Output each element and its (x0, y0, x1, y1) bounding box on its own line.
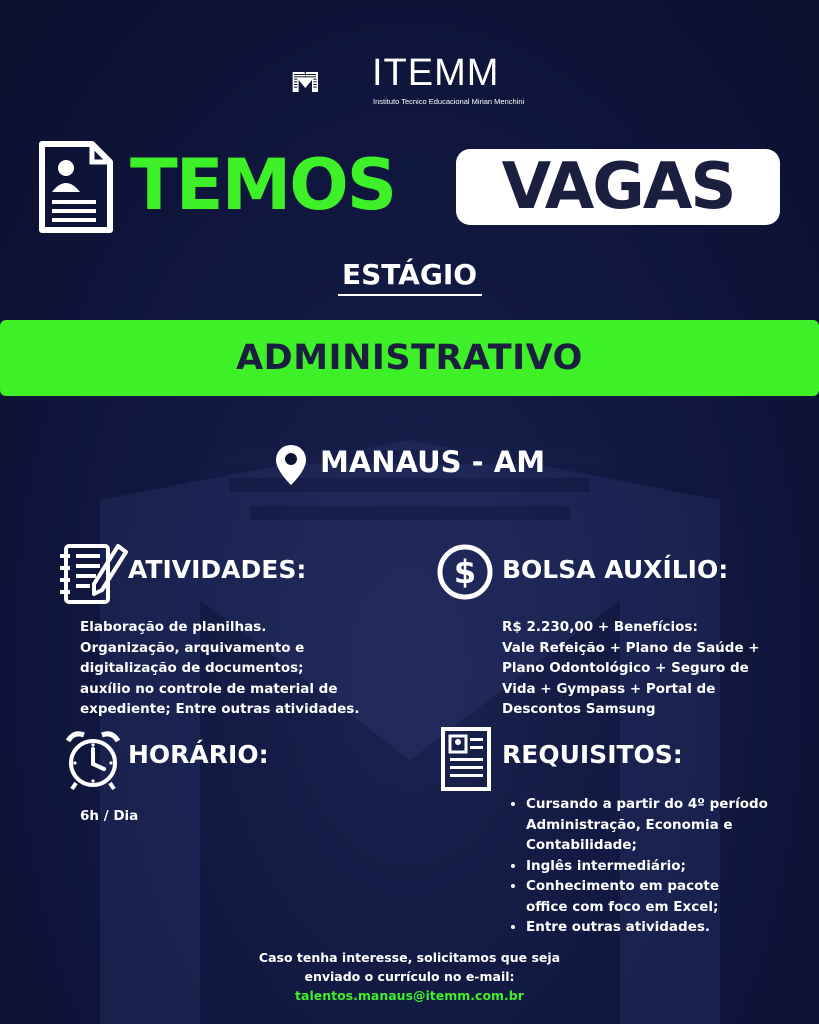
headline-vagas: VAGAS (501, 150, 735, 224)
requisito-line: • Entre outras atividades. (526, 919, 711, 935)
atividades-line: auxílio no controle de material de (80, 680, 338, 697)
resume-icon (440, 726, 492, 792)
bolsa-line: Descontos Samsung (502, 701, 656, 717)
requisito-line: • Inglês intermediário; (526, 857, 686, 874)
atividades-line: digitalização de documentos; (80, 660, 304, 676)
atividades-line: expediente; Entre outras atividades. (80, 701, 360, 717)
bolsa-line: Plano Odontológico + Seguro de (502, 660, 749, 676)
requisito-line: • Conhecimento em pacote (526, 878, 720, 894)
headline-temos: TEMOS (130, 144, 396, 226)
position-title: ADMINISTRATIVO (236, 338, 583, 378)
list-item (526, 917, 816, 938)
logo-subtitle: Instituto Tecnico Educacional Mirian Menchini (373, 97, 525, 106)
logo-name: ITEMM (372, 52, 500, 94)
location-text: MANAUS - AM (320, 445, 546, 479)
atividades-line: Organização, arquivamento e (80, 639, 305, 656)
bolsa-title: BOLSA AUXÍLIO: (502, 555, 729, 584)
requisito-line: • Cursando a partir do 4º período (526, 796, 768, 812)
resume-document-icon (36, 138, 116, 236)
atividades-title: ATIVIDADES: (128, 555, 307, 584)
requisito-line: office com foco em Excel; (526, 898, 719, 915)
checklist-pen-icon (58, 540, 128, 606)
bolsa-line: Vale Refeição + Plano de Saúde + (502, 639, 760, 656)
requisito-line: Administração, Economia e (526, 816, 733, 833)
dollar-circle-icon (436, 543, 494, 601)
atividades-description (80, 617, 400, 720)
requisito-line: Contabilidade; (526, 837, 637, 853)
requisitos-list (508, 794, 816, 938)
estagio-underline (338, 294, 482, 296)
itemm-logo-icon (292, 50, 372, 114)
horario-title: HORÁRIO: (128, 740, 269, 769)
bolsa-description (502, 617, 802, 720)
estagio-label: ESTÁGIO (341, 258, 478, 291)
bolsa-line: R$ 2.230,00 + Benefícios: (502, 619, 698, 635)
list-item (526, 794, 816, 856)
location-pin-icon (274, 443, 308, 487)
horario-value: 6h / Dia (80, 808, 139, 824)
atividades-line: Elaboração de planilhas. (80, 619, 267, 635)
svg-text:$: $ (453, 553, 477, 591)
list-item (526, 876, 816, 917)
requisitos-title: REQUISITOS: (502, 740, 683, 769)
bolsa-line: Vida + Gympass + Portal de (502, 680, 716, 697)
contact-email-link[interactable]: talentos.manaus@itemm.com.br (295, 988, 524, 1003)
alarm-clock-icon (64, 727, 122, 791)
footer-line-1: Caso tenha interesse, solicitamos que seja (258, 950, 561, 965)
footer-line-2: enviado o currículo no e-mail: (304, 969, 515, 984)
list-item (526, 856, 816, 877)
